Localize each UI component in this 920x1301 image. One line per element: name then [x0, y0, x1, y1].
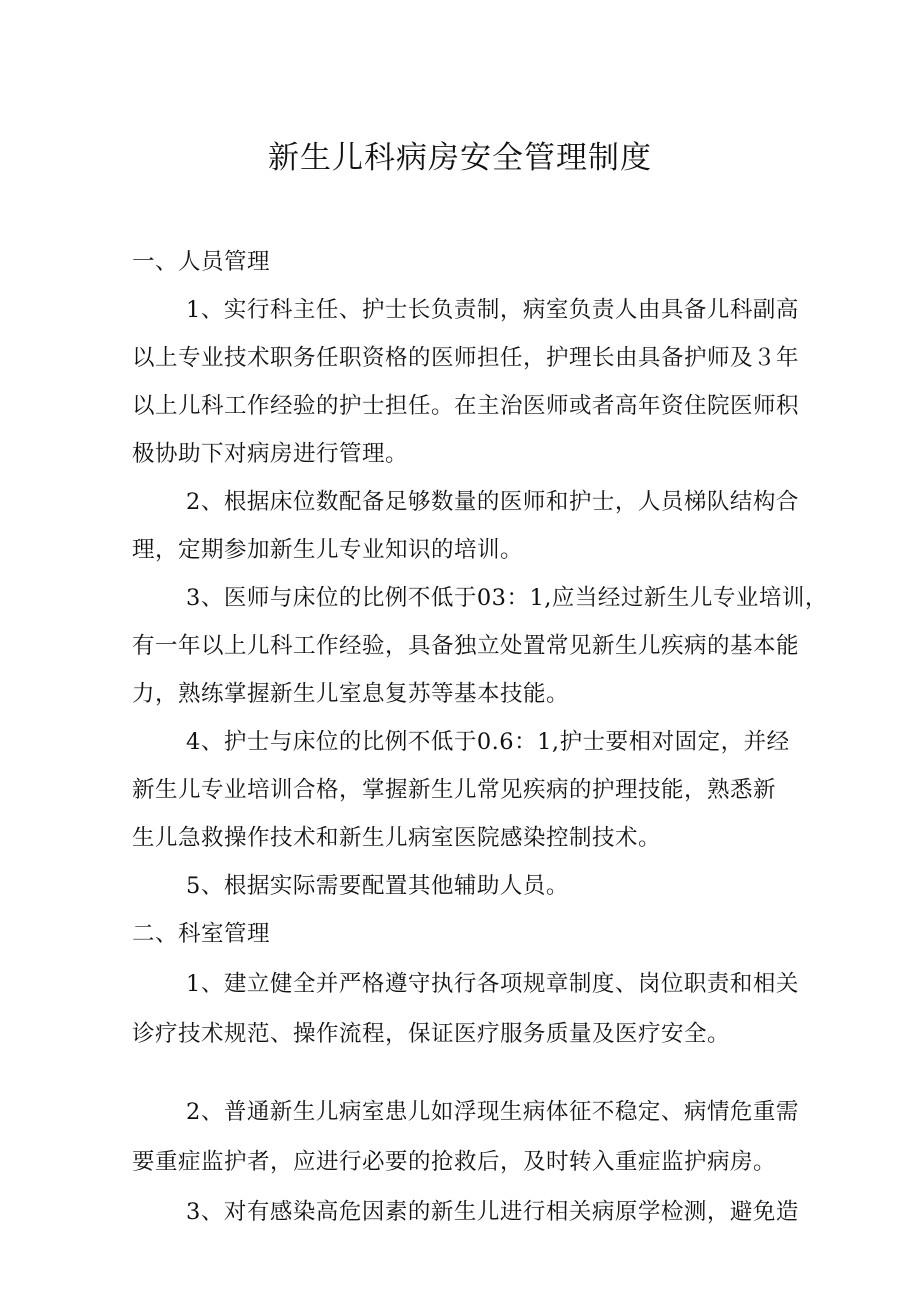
paragraph-line: 有一年以上儿科工作经验，具备独立处置常见新生儿疾病的基本能: [132, 633, 800, 659]
paragraph-line: 极协助下对病房进行管理。: [132, 441, 409, 467]
paragraph-line: 1、实行科主任、护士长负责制，病室负责人由具备儿科副高: [186, 297, 799, 323]
paragraph-line: 以上儿科工作经验的护士担任。在主治医师或者高年资住院医师积: [132, 393, 800, 419]
section-heading-department: 二、科室管理: [132, 921, 271, 947]
paragraph-line: 要重症监护者，应进行必要的抢救后，及时转入重症监护病房。: [132, 1149, 777, 1175]
paragraph-line: 3、对有感染高危因素的新生儿进行相关病原学检测，避免造: [186, 1199, 799, 1225]
paragraph-line: 新生儿专业培训合格，掌握新生儿常见疾病的护理技能，熟悉新: [132, 777, 777, 803]
paragraph-line: 诊疗技术规范、操作流程，保证医疗服务质量及医疗安全。: [132, 1021, 731, 1047]
paragraph-line: 力，熟练掌握新生儿室息复苏等基本技能。: [132, 681, 570, 707]
paragraph-line: 2、普通新生儿病室患儿如浮现生病体征不稳定、病情危重需: [186, 1099, 799, 1125]
paragraph-line: 5、根据实际需要配置其他辅助人员。: [186, 873, 569, 899]
paragraph-line: 理，定期参加新生儿专业知识的培训。: [132, 537, 524, 563]
paragraph-line: 以上专业技术职务任职资格的医师担任，护理长由具备护师及３年: [132, 345, 800, 371]
document-title: 新生儿科病房安全管理制度: [268, 140, 652, 176]
section-heading-personnel: 一、人员管理: [132, 249, 271, 275]
paragraph-line: 3、医师与床位的比例不低于03：1,应当经过新生儿专业培训，: [186, 585, 828, 611]
paragraph-line: 2、根据床位数配备足够数量的医师和护士，人员梯队结构合: [186, 489, 799, 515]
paragraph-line: 生儿急救操作技术和新生儿病室医院感染控制技术。: [132, 825, 662, 851]
paragraph-line: 1、建立健全并严格遵守执行各项规章制度、岗位职责和相关: [186, 971, 799, 997]
paragraph-line: 4、护士与床位的比例不低于0.6：1,护士要相对固定，并经: [186, 729, 790, 755]
